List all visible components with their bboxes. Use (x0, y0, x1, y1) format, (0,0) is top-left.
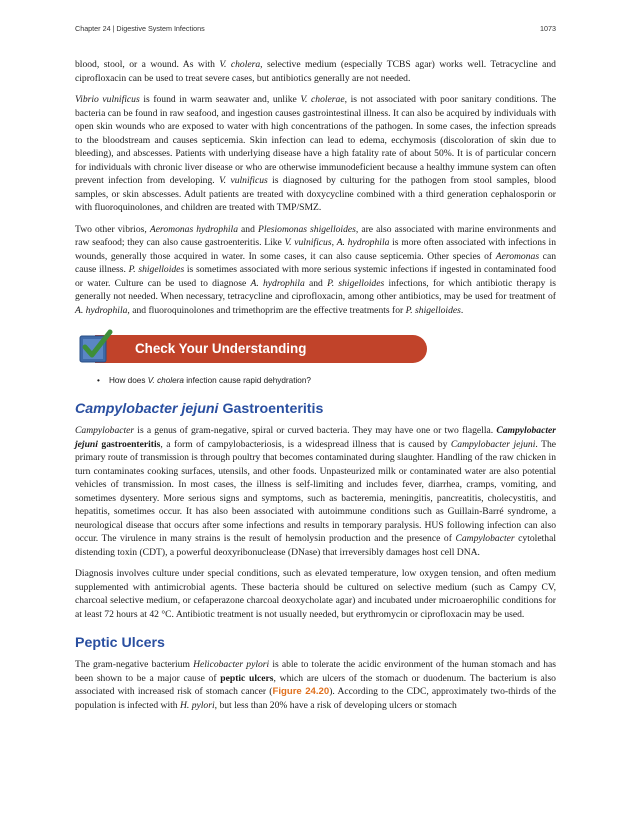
check-understanding-questions (75, 375, 556, 387)
paragraph-vibrio-cholera-end: blood, stool, or a wound. As with V. cholera, selective medium (especially TCBS agar) works well. Tetracycline and ciprofloxacin can be used to treat severe cases, but antibiotics generally are not needed. (75, 59, 556, 84)
section-heading-campylobacter: Campylobacter jejuni Gastroenteritis (75, 401, 324, 417)
paragraph-other-vibrios: Two other vibrios, Aeromonas hydrophila and Plesiomonas shigelloides, are also associated with marine environments and raw seafood; they can also cause gastroenteritis. Like V. vulnificus, A. hydrophila is more often associated with infections in wounds, generally those acquired in water. In some cases, it can also cause septicemia. Other species of Aeromonas can cause illness. P. shigelloides is sometimes associated with more serious systemic infections if ingested in contaminated food or water. Culture can be used to diagnose A. hydrophila and P. shigelloides infections, for which antibiotic therapy is generally not needed. When necessary, tetracycline and ciprofloxacin, among other antibiotics, may be used for treatment of A. hydrophila, and fluoroquinolones and trimethoprim are the effective treatments for P. shigelloides. (75, 223, 557, 316)
paragraph-vibrio-vulnificus: Vibrio vulnificus is found in warm seawater and, unlike V. cholerae, is not associated with poor sanitary conditions. The bacteria can be found in raw seafood, and ingestion causes gastrointestinal illness. It can also be acquired by individuals with open skin wounds who are exposed to water with high concentrations of the pathogen. In some cases, the infection spreads to the bloodstream and causes septicemia. Skin infection can lead to edema, ecchymosis (discoloration of skin due to bleeding), and abscesses. Patients with underlying disease have a high fatality rate of about 50%. It is of particular concern for individuals with chronic liver disease or who are otherwise immunodeficient because a healthy immune system can often prevent infection from developing. V. vulnificus is diagnosed by culturing for the pathogen from stool samples, blood samples, or skin abscesses. Adult patients are treated with doxycycline combined with a third generation cephalosporin or with fluoroquinolones, and children are treated with TMP/SMZ. (75, 94, 557, 213)
paragraph-campylobacter-intro: Campylobacter is a genus of gram-negative, spiral or curved bacteria. They may have one or two flagella. Campylobacter jejuni gastroenteritis, a form of campylobacteriosis, is a widespread illness that is caused by Campylobacter jejuni. The primary route of transmission is through poultry that becomes contaminated during slaughter. Handling of the raw chicken in turn contaminates cooking surfaces, utensils, and other foods. Unpasteurized milk or contaminated water are also potential vehicles of transmission. In most cases, the illness is self-limiting and includes fever, diarrhea, cramps, vomiting, and sometimes dysentery. More serious signs and symptoms, such as bacteremia, meningitis, pancreatitis, cholecystitis, and hepatitis, sometimes occur. It has also been associated with autoimmune conditions such as Guillain-Barré syndrome, a neurological disease that occurs after some infections and results in temporary paralysis. HUS following infection can also occur. The virulence in many strains is the result of hemolysin production and the presence of Campylobacter cytolethal distending toxin (CDT), a powerful deoxyribonuclease (DNase) that irreversibly damages host cell DNA. (75, 425, 557, 558)
check-understanding-title: Check Your Understanding (135, 341, 307, 356)
checkbox-check-icon (77, 329, 113, 365)
banner-bar (95, 335, 427, 363)
paragraph-campylobacter-diagnosis: Diagnosis involves culture under special conditions, such as elevated temperature, low oxygen tension, and often medium supplemented with antimicrobial agents. These bacteria should be cultured on selective medium (such as Campy CV, charcoal selective medium, or cefaperazone charcoal deoxycholate agar) and incubated under microaerophilic conditions for at least 72 hours at 42 °C. Antibiotic treatment is not usually needed, but erythromycin or ciprofloxacin may be used. (75, 568, 556, 620)
page-content (75, 58, 556, 720)
figure-link[interactable]: Figure 24.20 (272, 686, 330, 697)
check-understanding-banner (77, 329, 556, 369)
page-number: 1073 (540, 24, 556, 33)
question-item: • How does V. cholera infection cause rapid dehydration? (109, 375, 556, 387)
chapter-title: Chapter 24 | Digestive System Infections (75, 24, 205, 33)
paragraph-peptic-ulcers: The gram-negative bacterium Helicobacter pylori is able to tolerate the acidic environment of the human stomach and has been shown to be a major cause of peptic ulcers, which are ulcers of the stomach or duodenum. The bacterium is also associated with increased risk of stomach cancer (Figure 24.20). According to the CDC, approximately two-thirds of the population is infected with H. pylori, but less than 20% have a risk of developing ulcers or stomach (75, 659, 556, 711)
section-heading-peptic-ulcers: Peptic Ulcers (75, 635, 165, 651)
running-header (75, 24, 556, 33)
